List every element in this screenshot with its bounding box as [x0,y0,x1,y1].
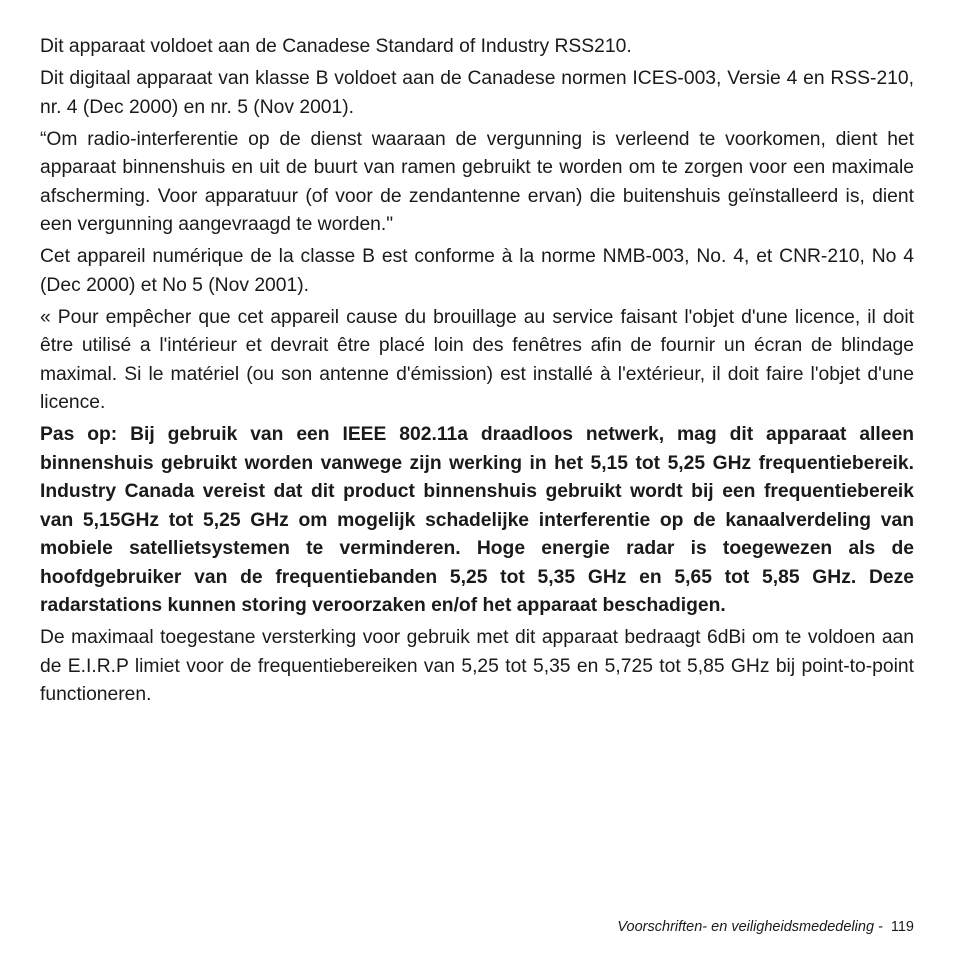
footer-section-title: Voorschriften- en veiligheidsmededeling - [617,919,883,935]
page-body [40,33,914,713]
paragraph-max-gain: De maximaal toegestane versterking voor gebruik met dit apparaat bedraagt 6dBi om te voldoen aan de E.I.R.P limiet voor de frequentiebereiken van 5,25 tot 5,35 en 5,725 tot 5,85 GHz bij point-to-point functioneren. [40,627,914,705]
page-number: 119 [890,919,914,935]
paragraph-radio-interference-nl: “Om radio-interferentie op de dienst waaraan de vergunning is verleend te voorkomen, dient het apparaat binnenshuis en uit de buurt van ramen gebruikt te worden om te zorgen voor een maximale afscherming. Voor apparatuur (of voor de zendantenne ervan) die buitenshuis geïnstalleerd is, dient een vergunning aangevraagd te worden." [40,128,914,235]
paragraph-ices003: Dit digitaal apparaat van klasse B voldoet aan de Canadese normen ICES-003, Versie 4 en RSS-210, nr. 4 (Dec 2000) en nr. 5 (Nov 2001). [40,68,914,118]
paragraph-rss210: Dit apparaat voldoet aan de Canadese Standard of Industry RSS210. [40,36,632,57]
page-footer [617,917,914,937]
paragraph-brouillage-fr: « Pour empêcher que cet appareil cause du brouillage au service faisant l'objet d'une licence, il doit être utilisé a l'intérieur et devrait être placé loin des fenêtres afin de fournir un écran de blindage maximal. Si le matériel (ou son antenne d'émission) est installé à l'extérieur, il doit faire l'objet d'une licence. [40,306,914,413]
paragraph-nmb003-fr: Cet appareil numérique de la classe B est conforme à la norme NMB-003, No. 4, et CNR-210, No 4 (Dec 2000) et No 5 (Nov 2001). [40,246,914,296]
warning-paragraph: Pas op: Bij gebruik van een IEEE 802.11a draadloos netwerk, mag dit apparaat alleen binnenshuis gebruikt worden vanwege zijn werking in het 5,15 tot 5,25 GHz frequentiebereik. Industry Canada vereist dat dit product binnenshuis gebruikt wordt bij een frequentiebereik van 5,15GHz tot 5,25 GHz om mogelijk schadelijke interferentie op de kanaalverdeling van mobiele satellietsystemen te verminderen. Hoge energie radar is toegewezen als de hoofdgebruiker van de frequentiebanden 5,25 tot 5,35 GHz en 5,65 tot 5,85 GHz. Deze radarstations kunnen storing veroorzaken en/of het apparaat beschadigen. [40,424,914,616]
